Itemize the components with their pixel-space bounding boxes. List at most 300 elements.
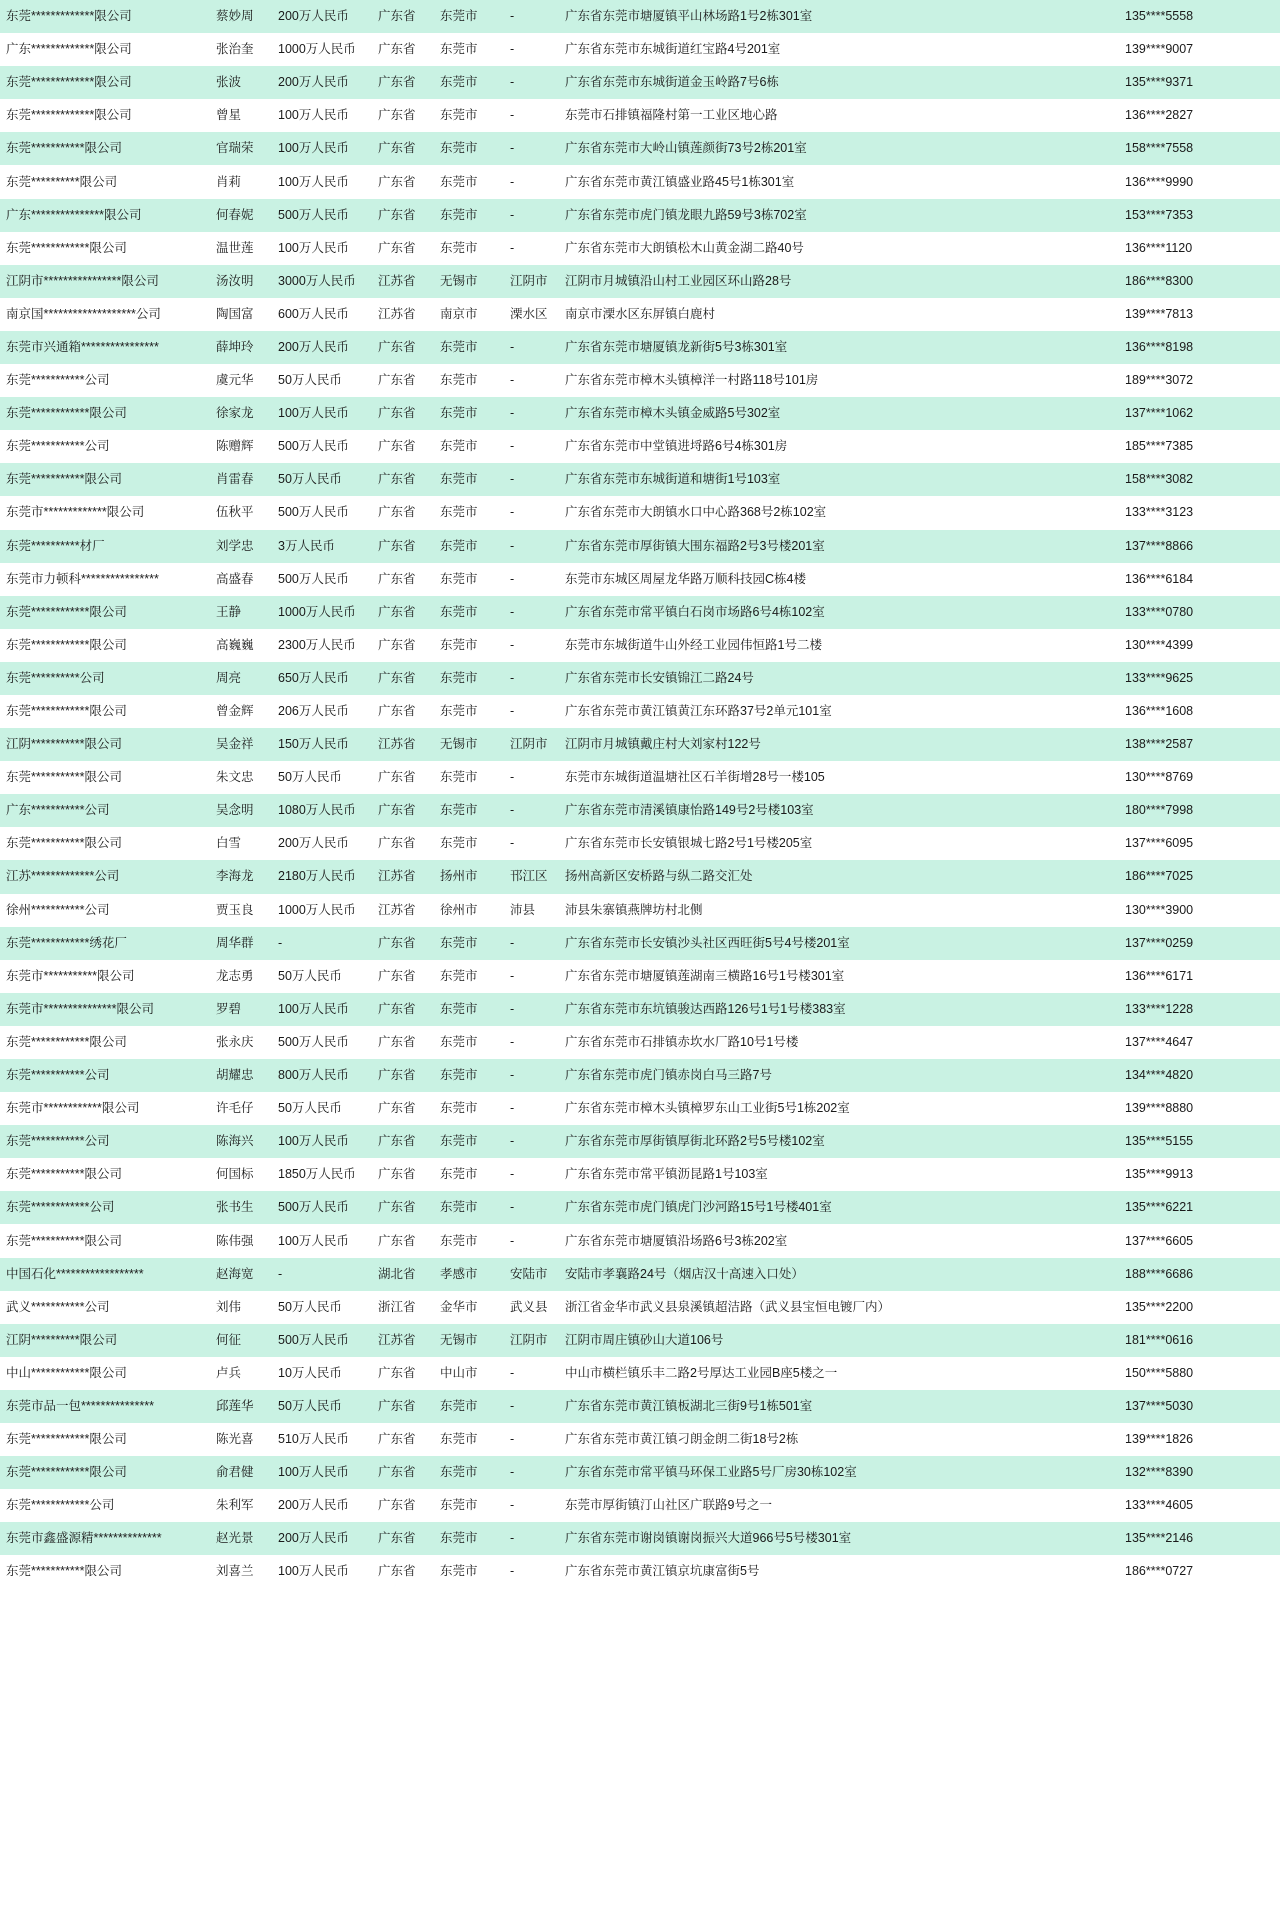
province: 广东省 — [378, 803, 416, 818]
city: 东莞市 — [440, 141, 478, 156]
province: 广东省 — [378, 770, 416, 785]
registered-address: 广东省东莞市塘厦镇莲湖南三横路16号1号楼301室 — [565, 968, 845, 983]
district: - — [510, 670, 515, 685]
city: 东莞市 — [440, 968, 478, 983]
city: 东莞市 — [440, 240, 478, 255]
city: 东莞市 — [440, 836, 478, 851]
contact-phone: 133****3123 — [1125, 505, 1194, 520]
company-name: 东莞市品一包*************** — [6, 1398, 154, 1413]
table-row — [0, 960, 1280, 993]
contact-phone: 136****2827 — [1125, 108, 1194, 123]
table-row — [0, 1191, 1280, 1224]
registered-address: 东莞市东城街道牛山外经工业园伟恒路1号二楼 — [565, 637, 822, 652]
contact-phone: 158****7558 — [1125, 141, 1194, 156]
registered-address: 东莞市东城街道温塘社区石羊街增28号一楼105 — [565, 770, 825, 785]
city: 东莞市 — [440, 1134, 478, 1149]
legal-person: 周华群 — [216, 935, 254, 950]
city: 金华市 — [440, 1299, 478, 1314]
registered-capital: 200万人民币 — [278, 339, 349, 354]
province: 广东省 — [378, 670, 416, 685]
company-name: 东莞************限公司 — [6, 1034, 127, 1049]
registered-capital: 500万人民币 — [278, 571, 349, 586]
registered-capital: 1000万人民币 — [278, 902, 356, 917]
company-name: 东莞************限公司 — [6, 637, 127, 652]
legal-person: 卢兵 — [216, 1365, 242, 1380]
city: 东莞市 — [440, 637, 478, 652]
province: 广东省 — [378, 141, 416, 156]
company-name: 东莞************限公司 — [6, 240, 127, 255]
city: 东莞市 — [440, 9, 478, 24]
registered-address: 广东省东莞市樟木头镇樟罗东山工业街5号1栋202室 — [565, 1101, 850, 1116]
province: 浙江省 — [378, 1299, 416, 1314]
table-row — [0, 496, 1280, 529]
district: - — [510, 1432, 515, 1447]
registered-capital: 650万人民币 — [278, 670, 349, 685]
table-row — [0, 827, 1280, 860]
legal-person: 张永庆 — [216, 1034, 254, 1049]
legal-person: 赵光景 — [216, 1531, 254, 1546]
legal-person: 徐家龙 — [216, 406, 254, 421]
registered-capital: 100万人民币 — [278, 108, 349, 123]
city: 东莞市 — [440, 604, 478, 619]
district: - — [510, 1564, 515, 1579]
company-name: 东莞市***********限公司 — [6, 968, 135, 983]
contact-phone: 137****1062 — [1125, 406, 1194, 421]
registered-address: 广东省东莞市厚街镇厚街北环路2号5号楼102室 — [565, 1134, 825, 1149]
province: 广东省 — [378, 1498, 416, 1513]
registered-address: 广东省东莞市东坑镇骏达西路126号1号1号楼383室 — [565, 1001, 846, 1016]
legal-person: 吴念明 — [216, 803, 254, 818]
city: 东莞市 — [440, 42, 478, 57]
legal-person: 陈伟强 — [216, 1233, 254, 1248]
contact-phone: 137****5030 — [1125, 1398, 1194, 1413]
registered-capital: 500万人民币 — [278, 1200, 349, 1215]
contact-phone: 137****6095 — [1125, 836, 1194, 851]
registered-capital: 206万人民币 — [278, 704, 349, 719]
province: 广东省 — [378, 1233, 416, 1248]
table-row — [0, 530, 1280, 563]
legal-person: 刘伟 — [216, 1299, 242, 1314]
province: 广东省 — [378, 538, 416, 553]
registered-address: 广东省东莞市长安镇银城七路2号1号楼205室 — [565, 836, 813, 851]
district: 溧水区 — [510, 306, 548, 321]
registered-address: 安陆市孝襄路24号（烟店汉十高速入口处） — [565, 1266, 804, 1281]
registered-address: 广东省东莞市常平镇白石岗市场路6号4栋102室 — [565, 604, 825, 619]
company-name: 东莞************绣花厂 — [6, 935, 127, 950]
province: 广东省 — [378, 1398, 416, 1413]
registered-capital: 200万人民币 — [278, 75, 349, 90]
legal-person: 官瑞荣 — [216, 141, 254, 156]
province: 广东省 — [378, 1200, 416, 1215]
contact-phone: 135****6221 — [1125, 1200, 1194, 1215]
registered-address: 广东省东莞市清溪镇康怡路149号2号楼103室 — [565, 803, 814, 818]
legal-person: 曾金辉 — [216, 704, 254, 719]
table-row — [0, 794, 1280, 827]
registered-address: 广东省东莞市中堂镇进埒路6号4栋301房 — [565, 439, 788, 454]
province: 广东省 — [378, 207, 416, 222]
district: - — [510, 935, 515, 950]
contact-phone: 136****6184 — [1125, 571, 1194, 586]
contact-phone: 136****8198 — [1125, 339, 1194, 354]
legal-person: 白雪 — [216, 836, 242, 851]
district: - — [510, 1531, 515, 1546]
city: 东莞市 — [440, 1398, 478, 1413]
district: - — [510, 42, 515, 57]
table-row — [0, 1456, 1280, 1489]
province: 江苏省 — [378, 273, 416, 288]
city: 东莞市 — [440, 1101, 478, 1116]
city: 东莞市 — [440, 1531, 478, 1546]
province: 江苏省 — [378, 869, 416, 884]
registered-address: 广东省东莞市东城街道红宝路4号201室 — [565, 42, 781, 57]
registered-capital: 2300万人民币 — [278, 637, 356, 652]
city: 东莞市 — [440, 803, 478, 818]
legal-person: 邱莲华 — [216, 1398, 254, 1413]
registered-capital: 600万人民币 — [278, 306, 349, 321]
table-row — [0, 165, 1280, 198]
province: 广东省 — [378, 637, 416, 652]
contact-phone: 135****2200 — [1125, 1299, 1194, 1314]
registered-capital: 100万人民币 — [278, 240, 349, 255]
city: 东莞市 — [440, 406, 478, 421]
company-name: 东莞***********公司 — [6, 1068, 110, 1083]
registered-address: 广东省东莞市虎门镇赤岗白马三路7号 — [565, 1068, 772, 1083]
city: 东莞市 — [440, 439, 478, 454]
company-name: 东莞***********限公司 — [6, 1167, 123, 1182]
district: 安陆市 — [510, 1266, 548, 1281]
legal-person: 张治奎 — [216, 42, 254, 57]
table-row — [0, 1390, 1280, 1423]
contact-phone: 139****8880 — [1125, 1101, 1194, 1116]
company-name: 中山************限公司 — [6, 1365, 127, 1380]
registered-capital: 500万人民币 — [278, 439, 349, 454]
company-name: 东莞************公司 — [6, 1498, 115, 1513]
legal-person: 高巍巍 — [216, 637, 254, 652]
legal-person: 汤汝明 — [216, 273, 254, 288]
district: - — [510, 1068, 515, 1083]
province: 广东省 — [378, 505, 416, 520]
registered-capital: 50万人民币 — [278, 770, 342, 785]
district: - — [510, 1001, 515, 1016]
company-name: 东莞************限公司 — [6, 604, 127, 619]
contact-phone: 136****1120 — [1125, 240, 1193, 255]
contact-phone: 185****7385 — [1125, 439, 1194, 454]
legal-person: 薛坤玲 — [216, 339, 254, 354]
district: - — [510, 1465, 515, 1480]
legal-person: 李海龙 — [216, 869, 254, 884]
legal-person: 蔡妙周 — [216, 9, 254, 24]
district: - — [510, 141, 515, 156]
city: 无锡市 — [440, 1332, 478, 1347]
contact-phone: 158****3082 — [1125, 472, 1194, 487]
registered-address: 广东省东莞市黄江镇盛业路45号1栋301室 — [565, 174, 795, 189]
contact-phone: 181****0616 — [1125, 1332, 1194, 1347]
registered-capital: 150万人民币 — [278, 737, 349, 752]
city: 东莞市 — [440, 1167, 478, 1182]
registered-address: 江阴市周庄镇砂山大道106号 — [565, 1332, 724, 1347]
table-row — [0, 132, 1280, 165]
contact-phone: 135****9371 — [1125, 75, 1194, 90]
city: 东莞市 — [440, 704, 478, 719]
province: 广东省 — [378, 75, 416, 90]
table-row — [0, 596, 1280, 629]
province: 广东省 — [378, 1465, 416, 1480]
province: 广东省 — [378, 42, 416, 57]
table-row — [0, 894, 1280, 927]
registered-capital: 3万人民币 — [278, 538, 335, 553]
legal-person: 陈赠辉 — [216, 439, 254, 454]
registered-address: 广东省东莞市黄江镇刁朗金朗二街18号2栋 — [565, 1432, 799, 1447]
province: 广东省 — [378, 472, 416, 487]
district: - — [510, 207, 515, 222]
registered-capital: 100万人民币 — [278, 1134, 349, 1149]
registered-capital: 100万人民币 — [278, 141, 349, 156]
company-name: 东莞**********材厂 — [6, 538, 105, 553]
table-row — [0, 993, 1280, 1026]
province: 江苏省 — [378, 306, 416, 321]
district: - — [510, 1101, 515, 1116]
registered-address: 东莞市东城区周屋龙华路万顺科技园C栋4楼 — [565, 571, 806, 586]
legal-person: 吴金祥 — [216, 737, 254, 752]
company-name: 东莞市兴通箱**************** — [6, 339, 159, 354]
city: 无锡市 — [440, 273, 478, 288]
registered-capital: 1080万人民币 — [278, 803, 356, 818]
province: 广东省 — [378, 1101, 416, 1116]
company-name: 东莞市************限公司 — [6, 1101, 140, 1116]
table-row — [0, 629, 1280, 662]
province: 广东省 — [378, 108, 416, 123]
registered-address: 广东省东莞市长安镇锦江二路24号 — [565, 670, 754, 685]
city: 东莞市 — [440, 670, 478, 685]
city: 东莞市 — [440, 108, 478, 123]
table-row — [0, 331, 1280, 364]
table-row — [0, 430, 1280, 463]
table-row — [0, 0, 1280, 33]
district: - — [510, 1200, 515, 1215]
company-name: 东莞************限公司 — [6, 406, 127, 421]
legal-person: 许毛仔 — [216, 1101, 254, 1116]
registered-capital: 200万人民币 — [278, 9, 349, 24]
legal-person: 何国标 — [216, 1167, 254, 1182]
registered-capital: 200万人民币 — [278, 1498, 349, 1513]
table-row — [0, 1489, 1280, 1522]
district: - — [510, 9, 515, 24]
legal-person: 陈光喜 — [216, 1432, 254, 1447]
contact-phone: 186****8300 — [1125, 273, 1194, 288]
district: - — [510, 538, 515, 553]
contact-phone: 139****1826 — [1125, 1432, 1194, 1447]
city: 南京市 — [440, 306, 478, 321]
company-name: 江阴市****************限公司 — [6, 273, 159, 288]
table-row — [0, 1423, 1280, 1456]
table-row — [0, 232, 1280, 265]
district: - — [510, 968, 515, 983]
district: - — [510, 637, 515, 652]
contact-phone: 139****7813 — [1125, 306, 1194, 321]
table-row — [0, 66, 1280, 99]
registered-address: 中山市横栏镇乐丰二路2号厚达工业园B座5楼之一 — [565, 1365, 838, 1380]
district: - — [510, 108, 515, 123]
contact-phone: 130****4399 — [1125, 637, 1194, 652]
registered-address: 广东省东莞市常平镇沥昆路1号103室 — [565, 1167, 768, 1182]
district: - — [510, 803, 515, 818]
district: - — [510, 240, 515, 255]
contact-phone: 137****8866 — [1125, 538, 1194, 553]
company-name: 广东***************限公司 — [6, 207, 142, 222]
district: 武义县 — [510, 1299, 548, 1314]
table-row — [0, 298, 1280, 331]
district: - — [510, 571, 515, 586]
city: 东莞市 — [440, 207, 478, 222]
table-row — [0, 1059, 1280, 1092]
registered-address: 广东省东莞市塘厦镇沿场路6号3栋202室 — [565, 1233, 788, 1248]
legal-person: 赵海宽 — [216, 1266, 254, 1281]
legal-person: 肖雷春 — [216, 472, 254, 487]
registered-address: 广东省东莞市虎门镇虎门沙河路15号1号楼401室 — [565, 1200, 832, 1215]
company-name: 东莞***********公司 — [6, 439, 110, 454]
company-name: 东莞************限公司 — [6, 1432, 127, 1447]
company-name: 东莞***********限公司 — [6, 1233, 123, 1248]
registered-address: 广东省东莞市常平镇马环保工业路5号厂房30栋102室 — [565, 1465, 857, 1480]
contact-phone: 139****9007 — [1125, 42, 1194, 57]
registered-capital: 10万人民币 — [278, 1365, 342, 1380]
city: 东莞市 — [440, 1564, 478, 1579]
district: - — [510, 339, 515, 354]
registered-capital: 100万人民币 — [278, 1564, 349, 1579]
province: 江苏省 — [378, 737, 416, 752]
table-row — [0, 1324, 1280, 1357]
registered-capital: 50万人民币 — [278, 472, 342, 487]
province: 江苏省 — [378, 902, 416, 917]
contact-phone: 138****2587 — [1125, 737, 1194, 752]
registered-address: 广东省东莞市黄江镇板湖北三街9号1栋501室 — [565, 1398, 813, 1413]
registered-address: 江阴市月城镇戴庄村大刘家村122号 — [565, 737, 761, 752]
contact-phone: 189****3072 — [1125, 373, 1194, 388]
province: 广东省 — [378, 339, 416, 354]
city: 东莞市 — [440, 770, 478, 785]
district: - — [510, 439, 515, 454]
registered-address: 广东省东莞市樟木头镇樟洋一村路118号101房 — [565, 373, 819, 388]
province: 广东省 — [378, 935, 416, 950]
registered-capital: 510万人民币 — [278, 1432, 349, 1447]
city: 东莞市 — [440, 472, 478, 487]
province: 广东省 — [378, 1432, 416, 1447]
table-row — [0, 99, 1280, 132]
district: - — [510, 174, 515, 189]
contact-phone: 180****7998 — [1125, 803, 1194, 818]
province: 广东省 — [378, 1365, 416, 1380]
table-row — [0, 463, 1280, 496]
city: 徐州市 — [440, 902, 478, 917]
registered-address: 广东省东莞市大岭山镇莲颜街73号2栋201室 — [565, 141, 807, 156]
legal-person: 虞元华 — [216, 373, 254, 388]
registered-capital: 500万人民币 — [278, 207, 349, 222]
registered-address: 广东省东莞市厚街镇大围东福路2号3号楼201室 — [565, 538, 825, 553]
city: 东莞市 — [440, 538, 478, 553]
legal-person: 何春妮 — [216, 207, 254, 222]
district: - — [510, 836, 515, 851]
registered-capital: 500万人民币 — [278, 1034, 349, 1049]
city: 东莞市 — [440, 373, 478, 388]
province: 广东省 — [378, 968, 416, 983]
legal-person: 张书生 — [216, 1200, 254, 1215]
district: - — [510, 406, 515, 421]
company-name: 东莞**********公司 — [6, 670, 105, 685]
company-name: 南京国*******************公司 — [6, 306, 161, 321]
city: 东莞市 — [440, 1432, 478, 1447]
table-row — [0, 1125, 1280, 1158]
company-name: 东莞市鑫盛源精************** — [6, 1531, 162, 1546]
table-row — [0, 1258, 1280, 1291]
district: - — [510, 1134, 515, 1149]
registered-capital: 1000万人民币 — [278, 42, 356, 57]
registered-address: 沛县朱寨镇燕牌坊村北侧 — [565, 902, 703, 917]
city: 中山市 — [440, 1365, 478, 1380]
contact-phone: 153****7353 — [1125, 207, 1194, 222]
registered-address: 广东省东莞市大朗镇松木山黄金湖二路40号 — [565, 240, 804, 255]
registered-capital: 50万人民币 — [278, 1398, 342, 1413]
table-row — [0, 199, 1280, 232]
company-name: 东莞************公司 — [6, 1200, 115, 1215]
city: 东莞市 — [440, 1034, 478, 1049]
table-row — [0, 761, 1280, 794]
city: 东莞市 — [440, 505, 478, 520]
legal-person: 朱利军 — [216, 1498, 254, 1513]
contact-phone: 186****7025 — [1125, 869, 1194, 884]
legal-person: 陶国富 — [216, 306, 254, 321]
table-row — [0, 265, 1280, 298]
company-name: 江阴***********限公司 — [6, 737, 123, 752]
district: - — [510, 704, 515, 719]
legal-person: 伍秋平 — [216, 505, 254, 520]
company-name: 东莞************限公司 — [6, 1465, 127, 1480]
contact-phone: 130****8769 — [1125, 770, 1194, 785]
registered-address: 东莞市石排镇福隆村第一工业区地心路 — [565, 108, 778, 123]
company-name: 广东*************限公司 — [6, 42, 132, 57]
table-row — [0, 1357, 1280, 1390]
province: 广东省 — [378, 439, 416, 454]
district: 江阴市 — [510, 737, 548, 752]
registered-address: 浙江省金华市武义县泉溪镇超洁路（武义县宝恒电镀厂内） — [565, 1299, 891, 1314]
registered-address: 广东省东莞市黄江镇黄江东环路37号2单元101室 — [565, 704, 832, 719]
province: 广东省 — [378, 704, 416, 719]
registered-address: 广东省东莞市塘厦镇龙新街5号3栋301室 — [565, 339, 788, 354]
company-name: 武义***********公司 — [6, 1299, 110, 1314]
legal-person: 刘喜兰 — [216, 1564, 254, 1579]
contact-phone: 136****6171 — [1125, 968, 1194, 983]
table-row — [0, 662, 1280, 695]
company-name: 中国石化****************** — [6, 1266, 144, 1281]
table-row — [0, 695, 1280, 728]
registered-address: 广东省东莞市长安镇沙头社区西旺街5号4号楼201室 — [565, 935, 850, 950]
province: 广东省 — [378, 571, 416, 586]
company-name: 东莞***********公司 — [6, 1134, 110, 1149]
registered-capital: 50万人民币 — [278, 968, 342, 983]
contact-phone: 136****9990 — [1125, 174, 1194, 189]
registered-address: 广东省东莞市东城街道和塘街1号103室 — [565, 472, 781, 487]
registered-address: 扬州高新区安桥路与纵二路交汇处 — [565, 869, 753, 884]
city: 扬州市 — [440, 869, 478, 884]
contact-phone: 133****9625 — [1125, 670, 1194, 685]
registered-address: 广东省东莞市石排镇赤坎水厂路10号1号楼 — [565, 1034, 799, 1049]
legal-person: 温世莲 — [216, 240, 254, 255]
district: - — [510, 505, 515, 520]
district: - — [510, 604, 515, 619]
province: 广东省 — [378, 1531, 416, 1546]
company-name: 广东***********公司 — [6, 803, 110, 818]
registered-capital: 200万人民币 — [278, 1531, 349, 1546]
table-row — [0, 364, 1280, 397]
